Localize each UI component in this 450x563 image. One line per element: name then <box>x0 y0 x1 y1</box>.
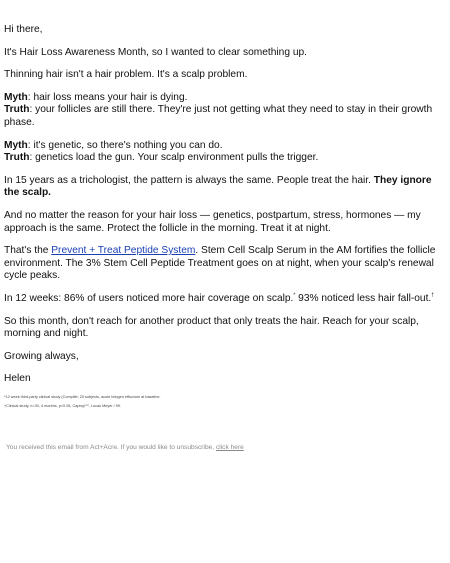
footnote-1: *12 week third-party clinical study (Complife; 20 subjects, acute telogen effluvium at baseline. <box>4 395 161 399</box>
footnote-mark-2: † <box>431 292 435 299</box>
system-suffix: . Stem Cell Scalp Serum in the AM fortifies the follicle environment. The 3% Stem Cell Peptide Treatment goes on at night, when your scalp's renewal cycle peaks. <box>4 245 436 282</box>
truth-label: Truth <box>4 104 30 116</box>
truth-label: Truth <box>4 152 30 164</box>
myth-truth-2 <box>4 140 444 165</box>
results-paragraph <box>4 293 444 306</box>
signature: Helen <box>4 373 31 385</box>
system-prefix: That's the <box>4 245 52 257</box>
result-fallout: 93% noticed less hair fall-out. <box>295 292 432 304</box>
myth-label: Myth <box>4 139 28 151</box>
experience-paragraph <box>4 175 444 200</box>
truth-text: : genetics load the gun. Your scalp environment pulls the trigger. <box>29 152 319 164</box>
product-system-link[interactable]: Prevent + Treat Peptide System <box>51 245 196 257</box>
unsubscribe-footer <box>6 443 446 452</box>
experience-text: In 15 years as a trichologist, the pattern is always the same. People treat the hair. <box>4 174 374 186</box>
intro-paragraph: It's Hair Loss Awareness Month, so I wanted to clear something up. <box>4 46 308 58</box>
approach-paragraph: And no matter the reason for your hair loss — genetics, postpartum, stress, hormones — my approach is the same. Protect the follicle in the morning. Treat it at night. <box>4 209 421 234</box>
footer-text: You received this email from Act+Acre. If you would like to unsubscribe, <box>6 444 216 451</box>
greeting: Hi there, <box>4 24 43 35</box>
signoff: Growing always, <box>4 350 79 362</box>
myth-text: : hair loss means your hair is dying. <box>27 91 188 103</box>
closing-paragraph: So this month, don't reach for another product that only treats the hair. Reach for your scalp, morning and night. <box>4 315 419 340</box>
unsubscribe-link[interactable]: click here <box>215 444 244 451</box>
result-coverage: In 12 weeks: 86% of users noticed more hair coverage on scalp. <box>4 292 294 304</box>
thesis-paragraph: Thinning hair isn't a hair problem. It's a scalp problem. <box>4 69 248 81</box>
myth-label: Myth <box>4 91 28 103</box>
truth-text: : your follicles are still there. They're just not getting what they need to stay in their growth phase. <box>4 104 433 128</box>
experience-bold: They ignore the scalp. <box>4 174 432 199</box>
myth-truth-1 <box>4 92 444 130</box>
footnotes <box>4 393 444 410</box>
myth-text: : it's genetic, so there's nothing you can do. <box>27 139 223 151</box>
email-body <box>4 24 444 396</box>
footnote-mark-1: * <box>293 292 296 299</box>
system-paragraph <box>4 245 444 283</box>
footnote-2: †Clinical study, n=30, 4 months, p<0.05, Capixyl™, Lucas Meyer / 99. <box>4 403 122 408</box>
